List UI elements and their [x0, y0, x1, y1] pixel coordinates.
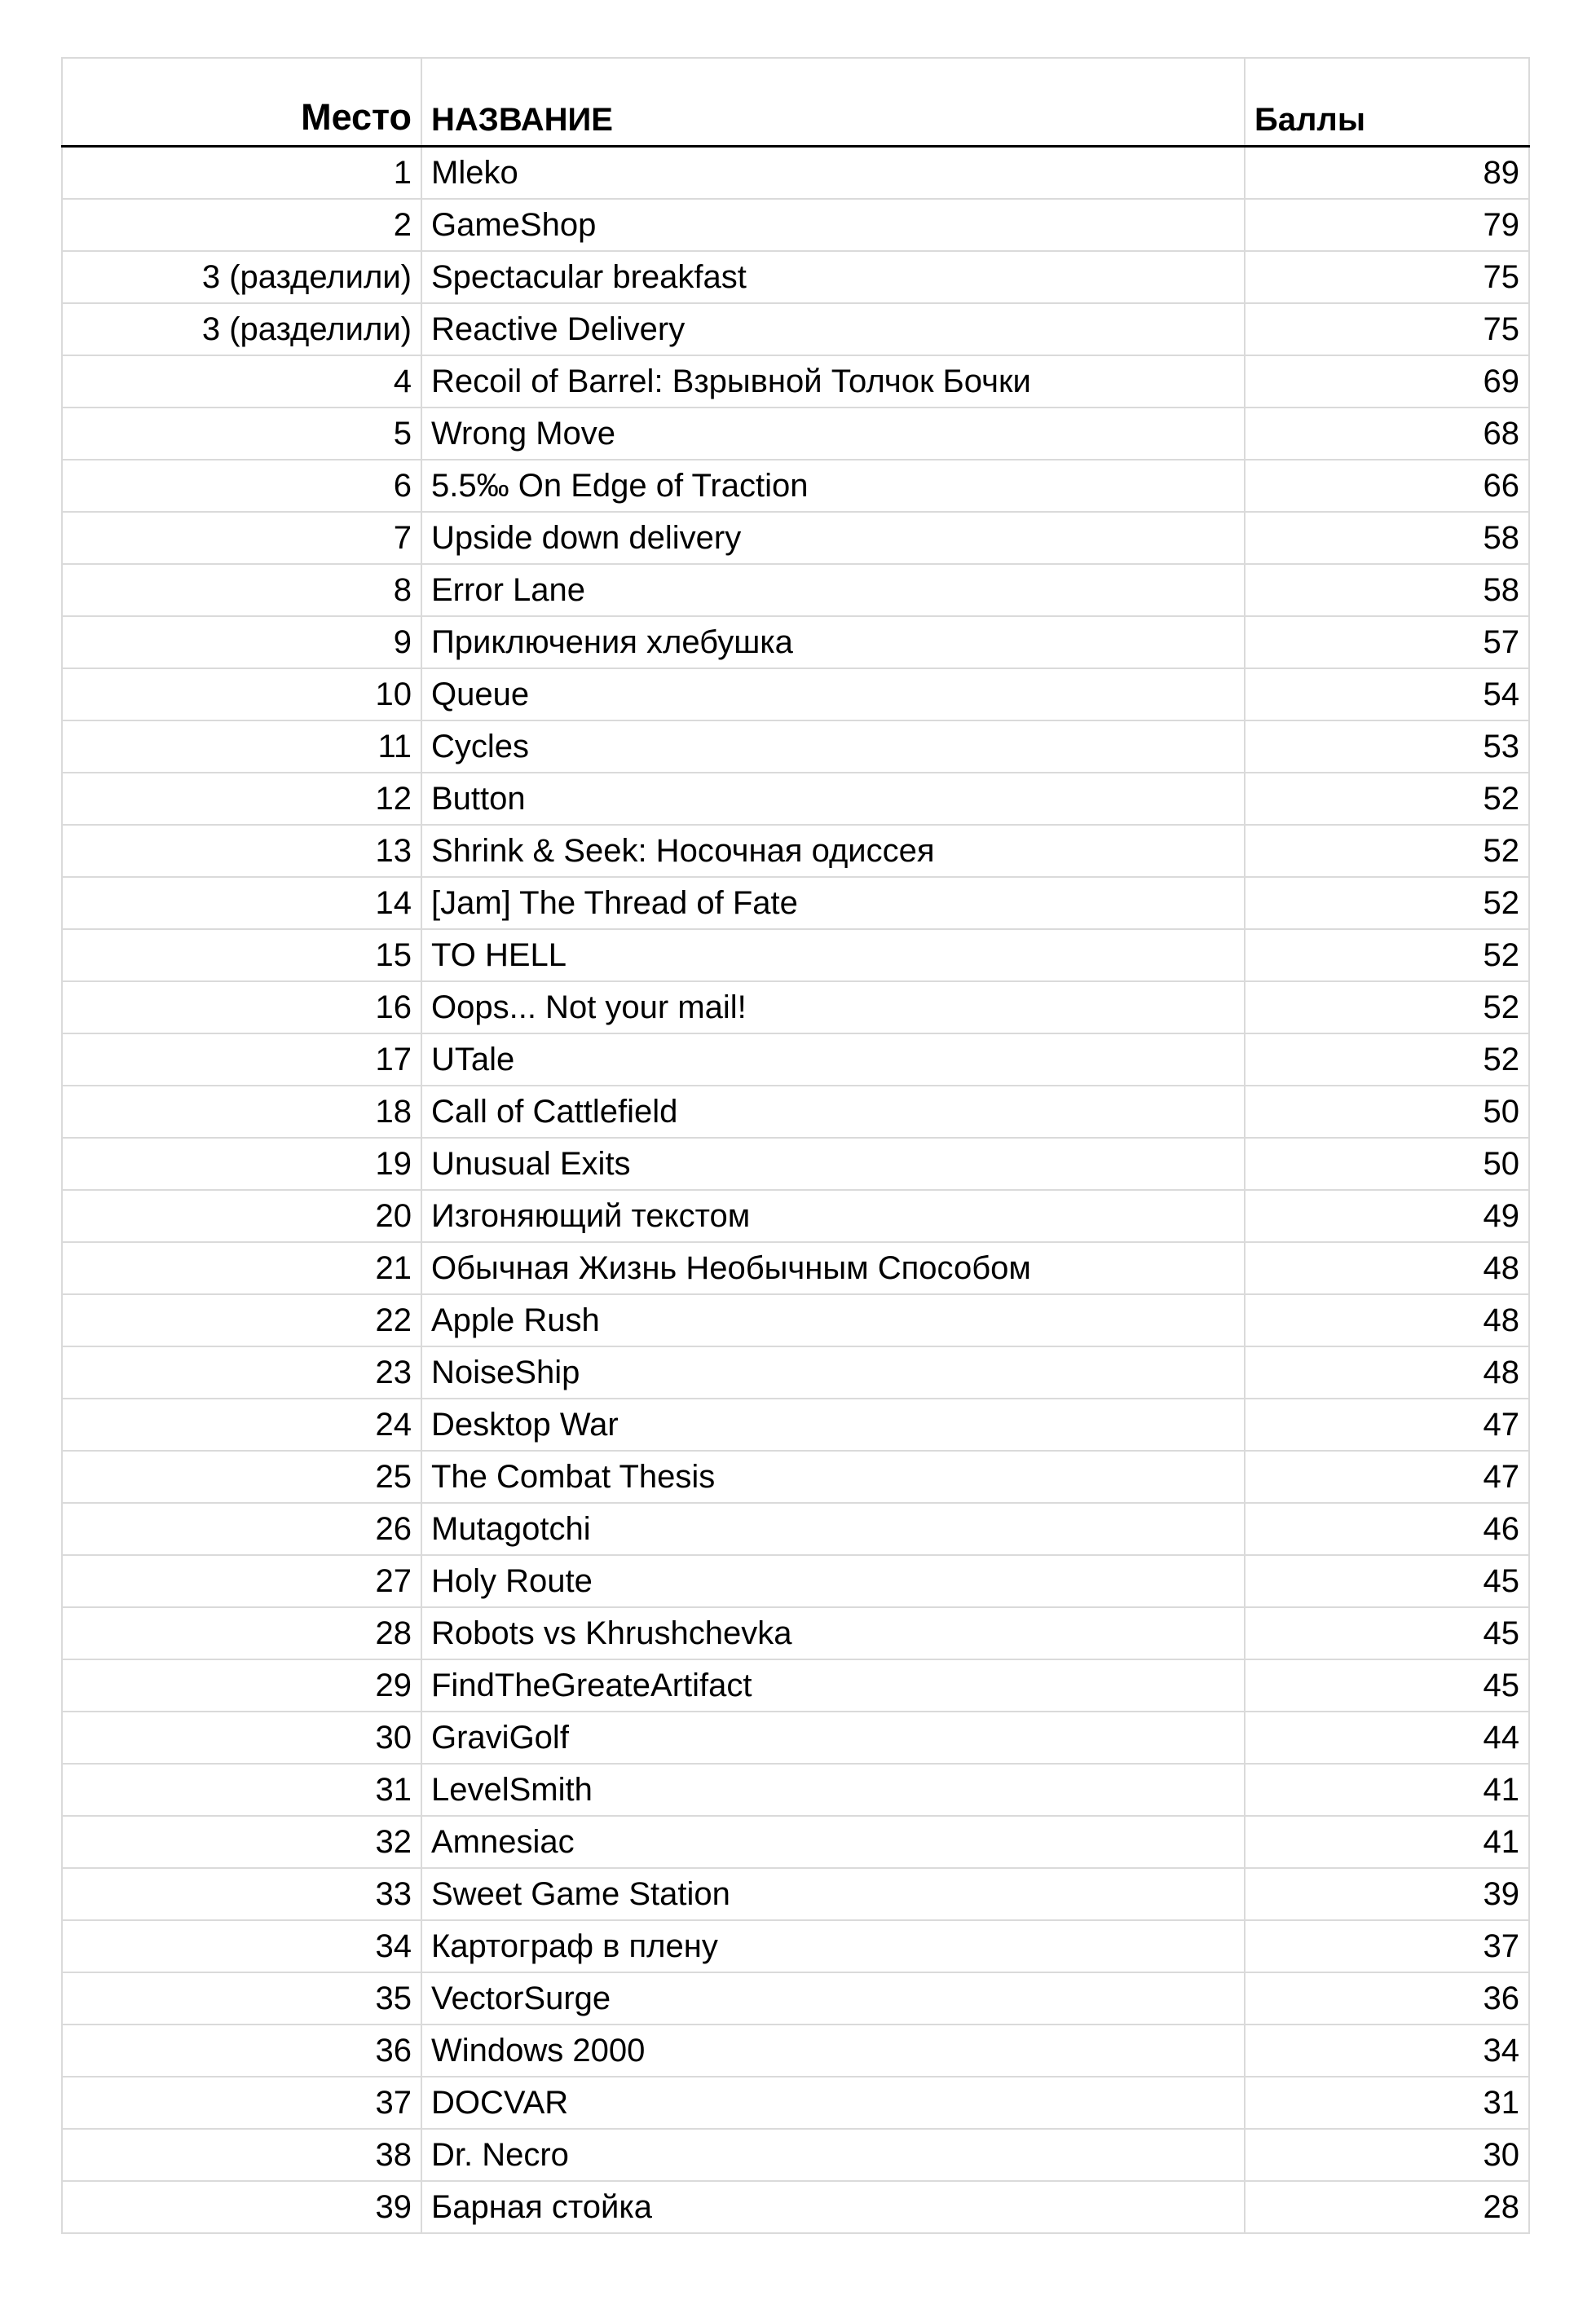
rank-cell: 5 — [62, 408, 421, 460]
score-cell: 46 — [1245, 1503, 1529, 1555]
score-cell: 75 — [1245, 303, 1529, 355]
table-row — [62, 1190, 1529, 1242]
table-row — [62, 1972, 1529, 2025]
header-row — [62, 58, 1529, 147]
title-cell: Mleko — [421, 147, 1245, 200]
table-row — [62, 720, 1529, 773]
table-row — [62, 877, 1529, 929]
title-cell: DOCVAR — [421, 2077, 1245, 2129]
title-cell: Oops... Not your mail! — [421, 981, 1245, 1033]
rank-cell: 30 — [62, 1712, 421, 1764]
rank-cell: 7 — [62, 512, 421, 564]
score-cell: 52 — [1245, 929, 1529, 981]
table-row — [62, 460, 1529, 512]
rank-cell: 32 — [62, 1816, 421, 1868]
score-cell: 50 — [1245, 1086, 1529, 1138]
table-row — [62, 251, 1529, 303]
table-row — [62, 2129, 1529, 2181]
score-cell: 28 — [1245, 2181, 1529, 2233]
title-cell: Unusual Exits — [421, 1138, 1245, 1190]
title-cell: GameShop — [421, 199, 1245, 251]
rank-cell: 6 — [62, 460, 421, 512]
title-cell: VectorSurge — [421, 1972, 1245, 2025]
title-cell: GraviGolf — [421, 1712, 1245, 1764]
table-row — [62, 564, 1529, 616]
rank-cell: 26 — [62, 1503, 421, 1555]
score-cell: 58 — [1245, 512, 1529, 564]
title-cell: TO HELL — [421, 929, 1245, 981]
rank-cell: 31 — [62, 1764, 421, 1816]
table-body — [62, 147, 1529, 2234]
table-row — [62, 1555, 1529, 1607]
rank-cell: 10 — [62, 668, 421, 720]
title-cell: Shrink & Seek: Носочная одиссея — [421, 825, 1245, 877]
table-row — [62, 1033, 1529, 1086]
results-table — [61, 57, 1530, 2234]
rank-cell: 23 — [62, 1346, 421, 1399]
score-cell: 52 — [1245, 825, 1529, 877]
title-cell: Cycles — [421, 720, 1245, 773]
title-cell: UTale — [421, 1033, 1245, 1086]
table-row — [62, 355, 1529, 408]
table-row — [62, 1451, 1529, 1503]
score-cell: 68 — [1245, 408, 1529, 460]
score-cell: 69 — [1245, 355, 1529, 408]
rank-cell: 12 — [62, 773, 421, 825]
rank-cell: 38 — [62, 2129, 421, 2181]
score-cell: 66 — [1245, 460, 1529, 512]
rank-cell: 2 — [62, 199, 421, 251]
title-cell: The Combat Thesis — [421, 1451, 1245, 1503]
rank-cell: 3 (разделили) — [62, 303, 421, 355]
title-cell: Error Lane — [421, 564, 1245, 616]
rank-cell: 25 — [62, 1451, 421, 1503]
score-cell: 34 — [1245, 2025, 1529, 2077]
table-row — [62, 1920, 1529, 1972]
rank-cell: 29 — [62, 1659, 421, 1712]
title-cell: Button — [421, 773, 1245, 825]
rank-cell: 19 — [62, 1138, 421, 1190]
score-cell: 37 — [1245, 1920, 1529, 1972]
title-cell: Desktop War — [421, 1399, 1245, 1451]
title-cell: Queue — [421, 668, 1245, 720]
rank-cell: 17 — [62, 1033, 421, 1086]
table-row — [62, 1138, 1529, 1190]
table-header — [62, 58, 1529, 147]
score-cell: 75 — [1245, 251, 1529, 303]
rank-cell: 14 — [62, 877, 421, 929]
rank-cell: 37 — [62, 2077, 421, 2129]
table-row — [62, 1764, 1529, 1816]
rank-cell: 15 — [62, 929, 421, 981]
score-cell: 89 — [1245, 147, 1529, 200]
table-row — [62, 1868, 1529, 1920]
table-row — [62, 616, 1529, 668]
score-cell: 52 — [1245, 981, 1529, 1033]
rank-cell: 22 — [62, 1294, 421, 1346]
score-cell: 45 — [1245, 1607, 1529, 1659]
rank-cell: 11 — [62, 720, 421, 773]
score-cell: 52 — [1245, 1033, 1529, 1086]
header-score: Баллы — [1245, 58, 1529, 147]
title-cell: Картограф в плену — [421, 1920, 1245, 1972]
header-place: Место — [62, 58, 421, 147]
rank-cell: 8 — [62, 564, 421, 616]
score-cell: 41 — [1245, 1764, 1529, 1816]
title-cell: LevelSmith — [421, 1764, 1245, 1816]
title-cell: Holy Route — [421, 1555, 1245, 1607]
rank-cell: 35 — [62, 1972, 421, 2025]
table-row — [62, 773, 1529, 825]
title-cell: Mutagotchi — [421, 1503, 1245, 1555]
score-cell: 48 — [1245, 1346, 1529, 1399]
title-cell: FindTheGreateArtifact — [421, 1659, 1245, 1712]
score-cell: 31 — [1245, 2077, 1529, 2129]
table-row — [62, 512, 1529, 564]
score-cell: 41 — [1245, 1816, 1529, 1868]
table-row — [62, 2181, 1529, 2233]
table-row — [62, 303, 1529, 355]
table-row — [62, 1503, 1529, 1555]
title-cell: Amnesiac — [421, 1816, 1245, 1868]
title-cell: Dr. Necro — [421, 2129, 1245, 2181]
rank-cell: 3 (разделили) — [62, 251, 421, 303]
rank-cell: 18 — [62, 1086, 421, 1138]
table-row — [62, 1346, 1529, 1399]
score-cell: 44 — [1245, 1712, 1529, 1764]
title-cell: Sweet Game Station — [421, 1868, 1245, 1920]
table-row — [62, 1607, 1529, 1659]
table-row — [62, 199, 1529, 251]
table-row — [62, 2077, 1529, 2129]
table-row — [62, 1242, 1529, 1294]
table-row — [62, 1816, 1529, 1868]
score-cell: 53 — [1245, 720, 1529, 773]
rank-cell: 33 — [62, 1868, 421, 1920]
title-cell: [Jam] The Thread of Fate — [421, 877, 1245, 929]
header-name: НАЗВАНИЕ — [421, 58, 1245, 147]
rank-cell: 13 — [62, 825, 421, 877]
score-cell: 45 — [1245, 1555, 1529, 1607]
table-row — [62, 1399, 1529, 1451]
title-cell: Recoil of Barrel: Взрывной Толчок Бочки — [421, 355, 1245, 408]
score-cell: 52 — [1245, 773, 1529, 825]
rank-cell: 36 — [62, 2025, 421, 2077]
score-cell: 39 — [1245, 1868, 1529, 1920]
score-cell: 45 — [1245, 1659, 1529, 1712]
rank-cell: 1 — [62, 147, 421, 200]
score-cell: 49 — [1245, 1190, 1529, 1242]
score-cell: 58 — [1245, 564, 1529, 616]
title-cell: Apple Rush — [421, 1294, 1245, 1346]
score-cell: 54 — [1245, 668, 1529, 720]
title-cell: Обычная Жизнь Необычным Способом — [421, 1242, 1245, 1294]
table-row — [62, 408, 1529, 460]
title-cell: Wrong Move — [421, 408, 1245, 460]
rank-cell: 21 — [62, 1242, 421, 1294]
title-cell: NoiseShip — [421, 1346, 1245, 1399]
title-cell: Upside down delivery — [421, 512, 1245, 564]
score-cell: 48 — [1245, 1294, 1529, 1346]
table-row — [62, 1086, 1529, 1138]
score-cell: 30 — [1245, 2129, 1529, 2181]
title-cell: Robots vs Khrushchevka — [421, 1607, 1245, 1659]
score-cell: 36 — [1245, 1972, 1529, 2025]
table-row — [62, 2025, 1529, 2077]
table-row — [62, 825, 1529, 877]
score-cell: 52 — [1245, 877, 1529, 929]
rank-cell: 16 — [62, 981, 421, 1033]
rank-cell: 28 — [62, 1607, 421, 1659]
table-row — [62, 147, 1529, 200]
table-row — [62, 1294, 1529, 1346]
title-cell: Call of Cattlefield — [421, 1086, 1245, 1138]
title-cell: Приключения хлебушка — [421, 616, 1245, 668]
title-cell: Spectacular breakfast — [421, 251, 1245, 303]
rank-cell: 24 — [62, 1399, 421, 1451]
score-cell: 47 — [1245, 1399, 1529, 1451]
score-cell: 47 — [1245, 1451, 1529, 1503]
rank-cell: 34 — [62, 1920, 421, 1972]
title-cell: Барная стойка — [421, 2181, 1245, 2233]
title-cell: Reactive Delivery — [421, 303, 1245, 355]
table-row — [62, 1659, 1529, 1712]
score-cell: 79 — [1245, 199, 1529, 251]
table-row — [62, 981, 1529, 1033]
title-cell: Windows 2000 — [421, 2025, 1245, 2077]
table-row — [62, 929, 1529, 981]
rank-cell: 4 — [62, 355, 421, 408]
rank-cell: 27 — [62, 1555, 421, 1607]
table-row — [62, 668, 1529, 720]
rank-cell: 39 — [62, 2181, 421, 2233]
rank-cell: 20 — [62, 1190, 421, 1242]
score-cell: 48 — [1245, 1242, 1529, 1294]
title-cell: 5.5‰ On Edge of Traction — [421, 460, 1245, 512]
rank-cell: 9 — [62, 616, 421, 668]
score-cell: 57 — [1245, 616, 1529, 668]
score-cell: 50 — [1245, 1138, 1529, 1190]
table-row — [62, 1712, 1529, 1764]
title-cell: Изгоняющий текстом — [421, 1190, 1245, 1242]
